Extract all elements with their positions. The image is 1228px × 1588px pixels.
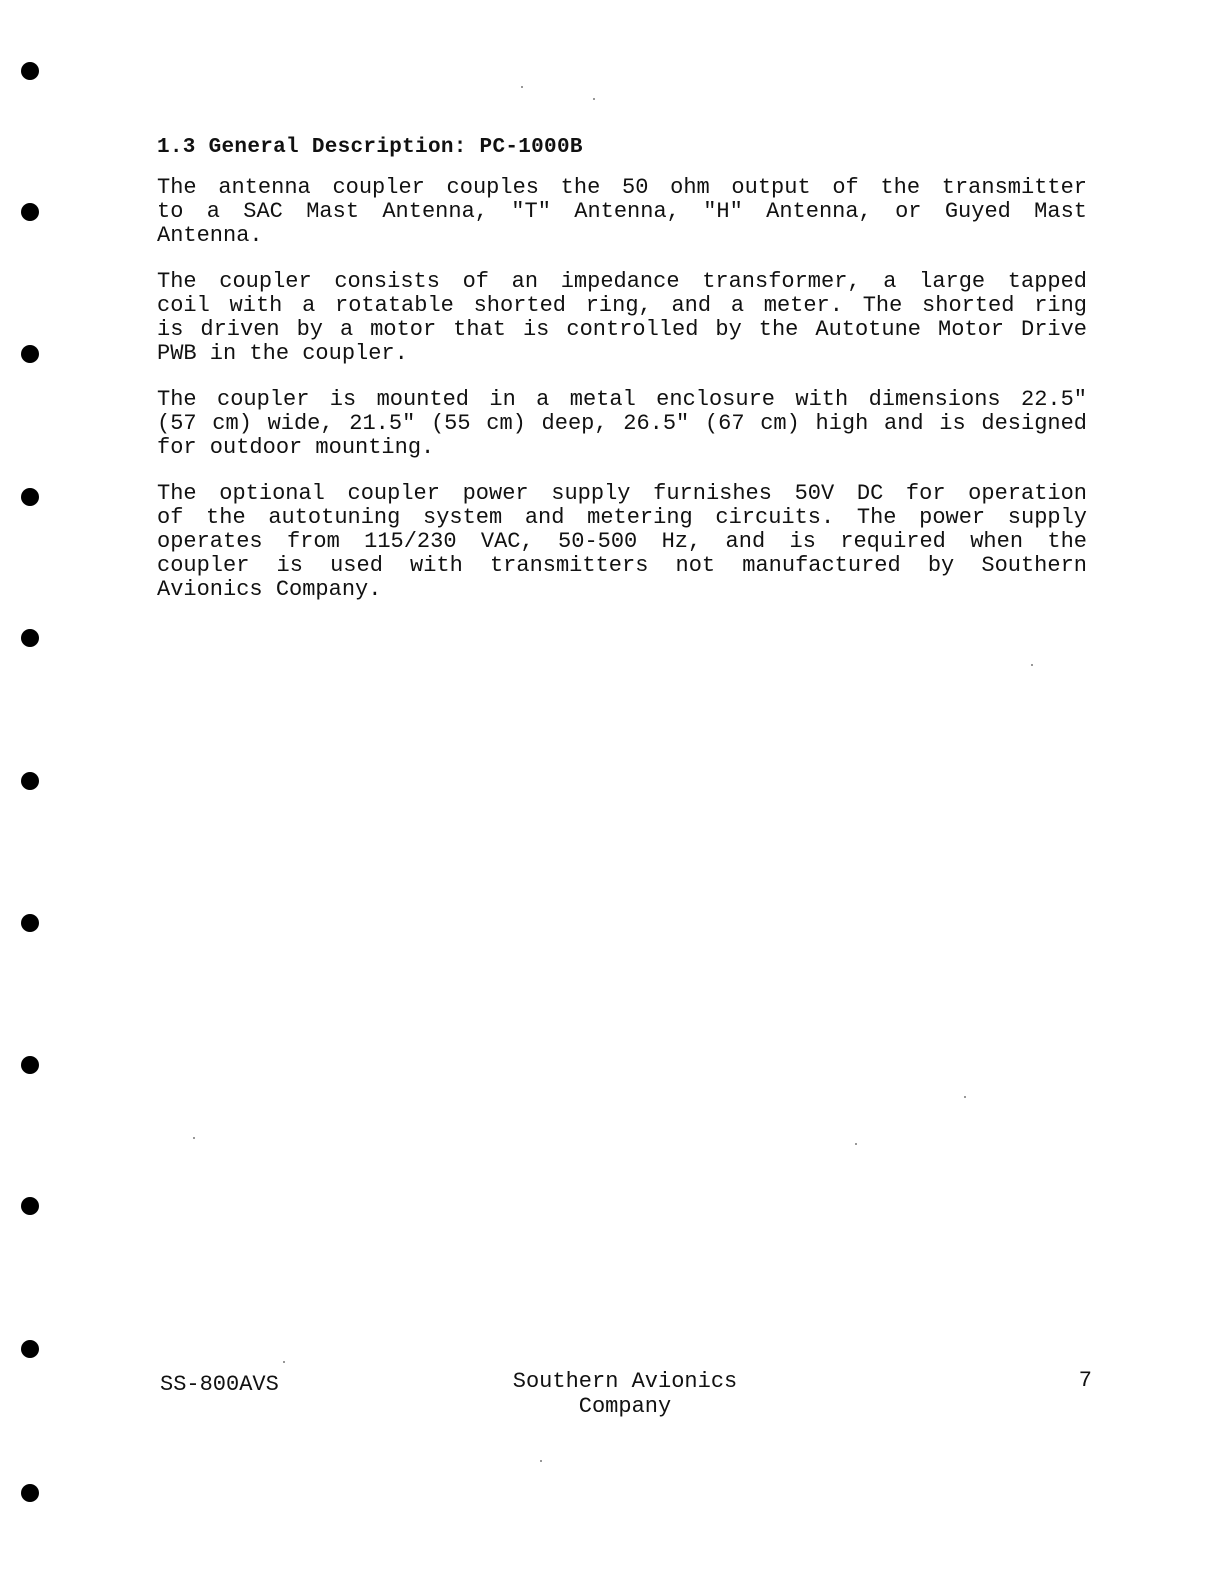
footer-company-line: Company (578, 1394, 672, 1419)
paragraph-line: coupler is used with transmitters not manufactured by Southern (157, 553, 1087, 578)
paragraph-line: Antenna. (157, 223, 263, 248)
binder-hole (21, 914, 39, 932)
binder-hole (21, 62, 39, 80)
footer-document-id: SS-800AVS (160, 1372, 279, 1397)
binder-hole (21, 1484, 39, 1502)
scan-speck (964, 1096, 966, 1098)
binder-hole (21, 772, 39, 790)
paragraph-line: The antenna coupler couples the 50 ohm output of the transmitter (157, 175, 1087, 200)
scan-speck (540, 1460, 542, 1462)
binder-hole (21, 488, 39, 506)
paragraph-line: Avionics Company. (157, 577, 382, 602)
binder-hole (21, 1340, 39, 1358)
paragraph-line: operates from 115/230 VAC, 50-500 Hz, and is required when the (157, 529, 1087, 554)
paragraph-coupler-components (157, 270, 1087, 366)
binder-hole (21, 1056, 39, 1074)
binder-hole (21, 629, 39, 647)
paragraph-line: is driven by a motor that is controlled by the Autotune Motor Drive (157, 317, 1087, 342)
paragraph-line: of the autotuning system and metering circuits. The power supply (157, 505, 1087, 530)
paragraph-antenna-coupler (157, 176, 1087, 248)
paragraph-line: to a SAC Mast Antenna, "T" Antenna, "H" Antenna, or Guyed Mast (157, 199, 1087, 224)
paragraph-line: coil with a rotatable shorted ring, and a meter. The shorted ring (157, 293, 1087, 318)
footer-company (490, 1369, 760, 1419)
paragraph-line: The coupler consists of an impedance transformer, a large tapped (157, 269, 1087, 294)
page-number: 7 (1078, 1368, 1092, 1393)
scan-speck (855, 1143, 857, 1145)
footer-company-line: Southern Avionics (512, 1369, 738, 1394)
binder-hole (21, 1197, 39, 1215)
paragraph-line: The coupler is mounted in a metal enclosure with dimensions 22.5" (157, 387, 1087, 412)
paragraph-enclosure-dimensions (157, 388, 1087, 460)
paragraph-power-supply (157, 482, 1087, 602)
section-heading: 1.3 General Description: PC-1000B (157, 136, 583, 159)
scan-speck (1031, 664, 1033, 666)
scan-speck (521, 86, 523, 88)
document-body (157, 136, 1087, 624)
scan-speck (283, 1361, 285, 1363)
paragraph-line: (57 cm) wide, 21.5" (55 cm) deep, 26.5" (67 cm) high and is designed (157, 411, 1087, 436)
binder-hole (21, 345, 39, 363)
paragraph-line: for outdoor mounting. (157, 435, 435, 460)
paragraph-line: The optional coupler power supply furnishes 50V DC for operation (157, 481, 1087, 506)
scan-speck (193, 1137, 195, 1139)
paragraph-line: PWB in the coupler. (157, 341, 408, 366)
scan-speck (593, 98, 595, 100)
binder-hole (21, 203, 39, 221)
